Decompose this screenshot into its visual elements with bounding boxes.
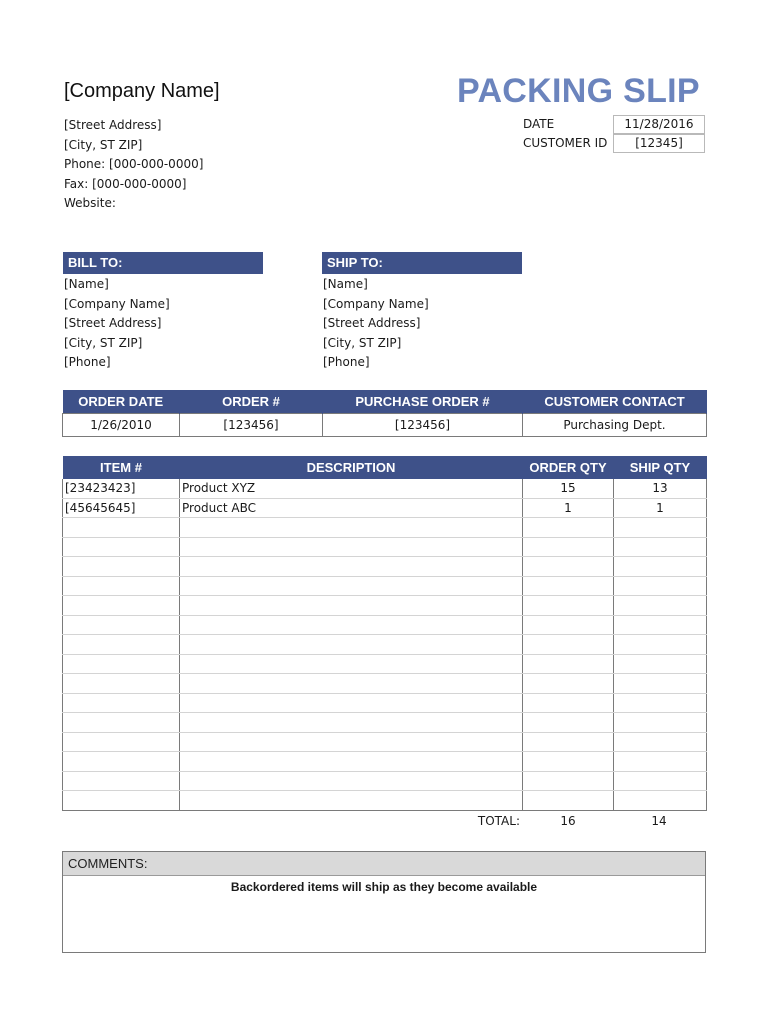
order-qty-cell[interactable] bbox=[523, 576, 614, 596]
description-cell[interactable] bbox=[180, 635, 523, 655]
bill-to-details bbox=[63, 275, 263, 373]
city-line: [City, ST ZIP] bbox=[64, 137, 143, 152]
ship-qty-cell[interactable]: 13 bbox=[614, 479, 707, 498]
order-qty-cell[interactable] bbox=[523, 713, 614, 733]
description-cell[interactable] bbox=[180, 771, 523, 791]
description-cell[interactable]: Product ABC bbox=[180, 498, 523, 518]
order-number-header: ORDER # bbox=[180, 390, 323, 414]
description-cell[interactable] bbox=[180, 791, 523, 811]
ship-qty-cell[interactable] bbox=[614, 557, 707, 577]
description-header: DESCRIPTION bbox=[180, 456, 523, 479]
item-row bbox=[63, 596, 707, 616]
order-qty-cell[interactable]: 1 bbox=[523, 498, 614, 518]
description-cell[interactable] bbox=[180, 537, 523, 557]
item-number-cell[interactable] bbox=[63, 576, 180, 596]
purchase-order-header: PURCHASE ORDER # bbox=[323, 390, 523, 414]
fax-line: Fax: [000-000-0000] bbox=[64, 176, 187, 191]
ship-qty-cell[interactable] bbox=[614, 537, 707, 557]
description-cell[interactable] bbox=[180, 713, 523, 733]
item-row bbox=[63, 518, 707, 538]
comments-text[interactable]: Backordered items will ship as they become available bbox=[230, 880, 538, 894]
description-cell[interactable] bbox=[180, 674, 523, 694]
ship-to-phone[interactable]: [Phone] bbox=[323, 355, 370, 370]
item-number-cell[interactable] bbox=[63, 654, 180, 674]
total-ship-qty: 14 bbox=[651, 814, 667, 828]
bill-to-section bbox=[63, 252, 263, 373]
customer-contact-cell[interactable]: Purchasing Dept. bbox=[523, 414, 707, 437]
order-qty-cell[interactable]: 15 bbox=[523, 479, 614, 498]
bill-to-city[interactable]: [City, ST ZIP] bbox=[64, 335, 143, 350]
bill-to-name[interactable]: [Name] bbox=[64, 277, 109, 291]
order-qty-header: ORDER QTY bbox=[523, 456, 614, 479]
ship-qty-header: SHIP QTY bbox=[614, 456, 707, 479]
order-info-table bbox=[62, 390, 707, 437]
ship-qty-cell[interactable] bbox=[614, 654, 707, 674]
items-table bbox=[62, 456, 707, 811]
description-cell[interactable] bbox=[180, 654, 523, 674]
item-number-cell[interactable] bbox=[63, 791, 180, 811]
ship-qty-cell[interactable] bbox=[614, 771, 707, 791]
customer-id-label: CUSTOMER ID bbox=[523, 136, 608, 150]
order-header-row bbox=[63, 390, 707, 414]
ship-qty-cell[interactable] bbox=[614, 732, 707, 752]
company-address bbox=[64, 116, 203, 214]
item-number-cell[interactable]: [45645645] bbox=[63, 498, 180, 518]
ship-to-company[interactable]: [Company Name] bbox=[323, 296, 429, 311]
ship-qty-cell[interactable] bbox=[614, 713, 707, 733]
item-number-cell[interactable] bbox=[63, 635, 180, 655]
order-qty-cell[interactable] bbox=[523, 537, 614, 557]
ship-to-details bbox=[322, 275, 522, 373]
website-line: Website: bbox=[64, 196, 116, 210]
ship-qty-cell[interactable] bbox=[614, 615, 707, 635]
order-values-row bbox=[63, 414, 707, 437]
description-cell[interactable]: Product XYZ bbox=[180, 479, 523, 498]
items-body bbox=[63, 479, 707, 810]
ship-qty-cell[interactable] bbox=[614, 674, 707, 694]
description-cell[interactable] bbox=[180, 615, 523, 635]
item-row bbox=[63, 771, 707, 791]
ship-qty-cell[interactable] bbox=[614, 518, 707, 538]
item-number-cell[interactable] bbox=[63, 518, 180, 538]
bill-to-street[interactable]: [Street Address] bbox=[64, 316, 162, 331]
order-number-cell[interactable]: [123456] bbox=[180, 414, 323, 437]
ship-qty-cell[interactable] bbox=[614, 596, 707, 616]
ship-qty-cell[interactable] bbox=[614, 752, 707, 772]
comments-box bbox=[62, 851, 706, 953]
ship-to-city[interactable]: [City, ST ZIP] bbox=[323, 335, 402, 350]
order-date-header: ORDER DATE bbox=[63, 390, 180, 414]
date-label: DATE bbox=[523, 117, 555, 131]
description-cell[interactable] bbox=[180, 576, 523, 596]
item-number-cell[interactable] bbox=[63, 752, 180, 772]
customer-id-field[interactable]: [12345] bbox=[613, 134, 705, 153]
ship-to-section bbox=[322, 252, 522, 373]
items-header-row bbox=[63, 456, 707, 479]
company-name: [Company Name] bbox=[64, 80, 220, 102]
ship-to-heading: SHIP TO: bbox=[322, 252, 522, 274]
order-qty-cell[interactable] bbox=[523, 615, 614, 635]
item-number-cell[interactable] bbox=[63, 732, 180, 752]
item-number-cell[interactable] bbox=[63, 674, 180, 694]
item-row bbox=[63, 615, 707, 635]
order-qty-cell[interactable] bbox=[523, 693, 614, 713]
item-row bbox=[63, 713, 707, 733]
order-qty-cell[interactable] bbox=[523, 596, 614, 616]
comments-heading: COMMENTS: bbox=[63, 852, 705, 876]
item-row bbox=[63, 732, 707, 752]
item-row bbox=[63, 576, 707, 596]
total-label: TOTAL: bbox=[477, 814, 520, 828]
order-qty-cell[interactable] bbox=[523, 791, 614, 811]
ship-qty-cell[interactable]: 1 bbox=[614, 498, 707, 518]
item-row bbox=[63, 498, 707, 518]
total-order-qty: 16 bbox=[560, 814, 576, 828]
bill-to-phone[interactable]: [Phone] bbox=[64, 355, 111, 370]
item-number-cell[interactable] bbox=[63, 771, 180, 791]
item-number-cell[interactable] bbox=[63, 557, 180, 577]
description-cell[interactable] bbox=[180, 596, 523, 616]
ship-qty-cell[interactable] bbox=[614, 791, 707, 811]
item-number-cell[interactable]: [23423423] bbox=[63, 479, 180, 498]
item-number-cell[interactable] bbox=[63, 537, 180, 557]
ship-to-street[interactable]: [Street Address] bbox=[323, 316, 421, 331]
item-number-header: ITEM # bbox=[63, 456, 180, 479]
purchase-order-cell[interactable]: [123456] bbox=[323, 414, 523, 437]
order-qty-cell[interactable] bbox=[523, 654, 614, 674]
description-cell[interactable] bbox=[180, 732, 523, 752]
item-row bbox=[63, 654, 707, 674]
description-cell[interactable] bbox=[180, 557, 523, 577]
order-qty-cell[interactable] bbox=[523, 557, 614, 577]
item-number-cell[interactable] bbox=[63, 596, 180, 616]
item-row bbox=[63, 479, 707, 498]
description-cell[interactable] bbox=[180, 518, 523, 538]
order-qty-cell[interactable] bbox=[523, 752, 614, 772]
description-cell[interactable] bbox=[180, 752, 523, 772]
order-qty-cell[interactable] bbox=[523, 771, 614, 791]
item-row bbox=[63, 752, 707, 772]
ship-qty-cell[interactable] bbox=[614, 576, 707, 596]
phone-line: Phone: [000-000-0000] bbox=[64, 157, 204, 171]
order-date-cell[interactable]: 1/26/2010 bbox=[63, 414, 180, 437]
order-qty-cell[interactable] bbox=[523, 635, 614, 655]
order-qty-cell[interactable] bbox=[523, 732, 614, 752]
item-number-cell[interactable] bbox=[63, 615, 180, 635]
item-row bbox=[63, 557, 707, 577]
item-row bbox=[63, 791, 707, 811]
date-field[interactable]: 11/28/2016 bbox=[613, 115, 705, 134]
ship-to-name[interactable]: [Name] bbox=[323, 277, 368, 291]
bill-to-heading: BILL TO: bbox=[63, 252, 263, 274]
order-qty-cell[interactable] bbox=[523, 518, 614, 538]
customer-contact-header: CUSTOMER CONTACT bbox=[523, 390, 707, 414]
order-qty-cell[interactable] bbox=[523, 674, 614, 694]
item-row bbox=[63, 537, 707, 557]
item-number-cell[interactable] bbox=[63, 693, 180, 713]
item-row bbox=[63, 674, 707, 694]
document-title: PACKING SLIP bbox=[457, 72, 700, 110]
ship-qty-cell[interactable] bbox=[614, 635, 707, 655]
item-row bbox=[63, 693, 707, 713]
ship-qty-cell[interactable] bbox=[614, 693, 707, 713]
item-number-cell[interactable] bbox=[63, 713, 180, 733]
item-row bbox=[63, 635, 707, 655]
bill-to-company[interactable]: [Company Name] bbox=[64, 296, 170, 311]
street-address-line: [Street Address] bbox=[64, 118, 162, 132]
description-cell[interactable] bbox=[180, 693, 523, 713]
